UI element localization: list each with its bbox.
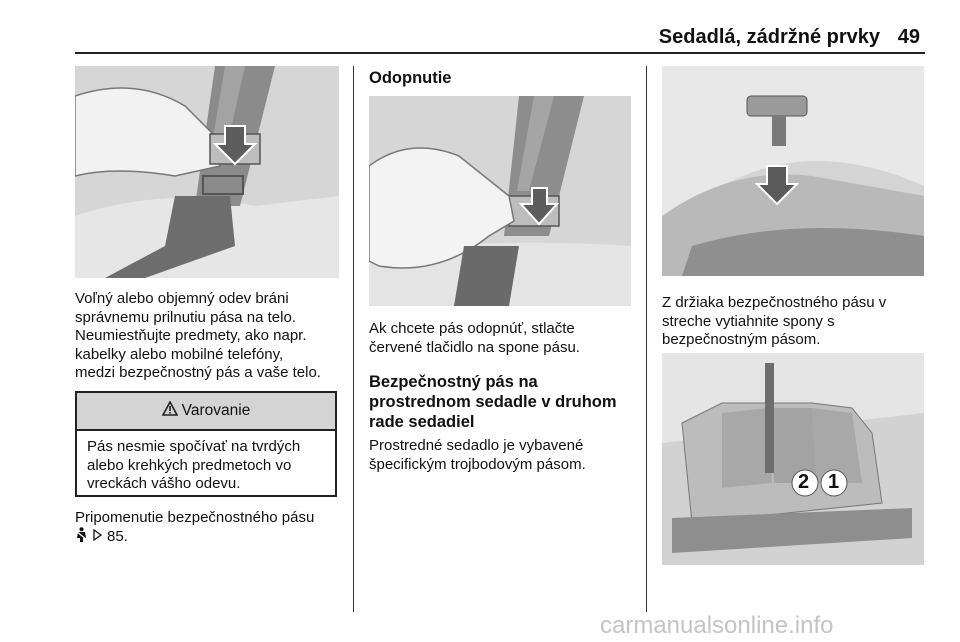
reminder-text: Pripomenutie bezpečnostného pásu xyxy=(75,509,315,526)
page-header-title: Sedadlá, zádržné prvky xyxy=(658,26,880,48)
middle-seat-heading: Bezpečnostný pás na prostrednom sedadle v druhom rade sedadiel xyxy=(369,373,617,431)
callout-2: 2 xyxy=(798,471,810,493)
figure-roof-holder xyxy=(662,66,924,276)
page-number: 49 xyxy=(897,26,920,48)
warning-header xyxy=(77,393,335,431)
middle-seat-paragraph: Prostredné sedadlo je vybavené špecifickým trojbodovým pásom. xyxy=(369,437,586,473)
unfasten-instructions: Ak chcete pás odopnúť, stlačte červené tlačidlo na spone pásu. xyxy=(369,320,580,356)
page-ref-arrow-icon xyxy=(92,528,103,547)
column-divider-1 xyxy=(353,66,354,612)
reminder-page-ref[interactable]: 85. xyxy=(107,528,128,545)
figure-buckle-fasten xyxy=(75,66,339,278)
figure-buckle-unfasten xyxy=(369,96,631,306)
column-divider-2 xyxy=(646,66,647,612)
callout-1: 1 xyxy=(828,471,840,493)
col1-paragraph: Voľný alebo objemný odev bráni správnemu prilnutiu pása na telo. Neumiestňujte predmety, ako napr. kabelky alebo mobilné telefóny, medzi bezpečnostný pás a vaše telo. xyxy=(75,290,321,381)
seatbelt-reminder-icon xyxy=(75,527,88,548)
reminder-reference xyxy=(75,527,128,548)
warning-triangle-icon xyxy=(162,401,178,421)
figure-rear-seat xyxy=(662,353,924,565)
warning-body: Pás nesmie spočívať na tvrdých alebo krehkých predmetoch vo vreckách vášho odevu. xyxy=(87,438,301,492)
warning-box xyxy=(75,391,337,497)
watermark: carmanualsonline.info xyxy=(600,612,834,639)
warning-title: Varovanie xyxy=(181,402,251,419)
unfasten-heading: Odopnutie xyxy=(369,69,452,87)
roof-holder-instructions: Z držiaka bezpečnostného pásu v streche vytiahnite spony s bezpečnostným pásom. xyxy=(662,294,887,348)
header-rule xyxy=(75,52,925,54)
